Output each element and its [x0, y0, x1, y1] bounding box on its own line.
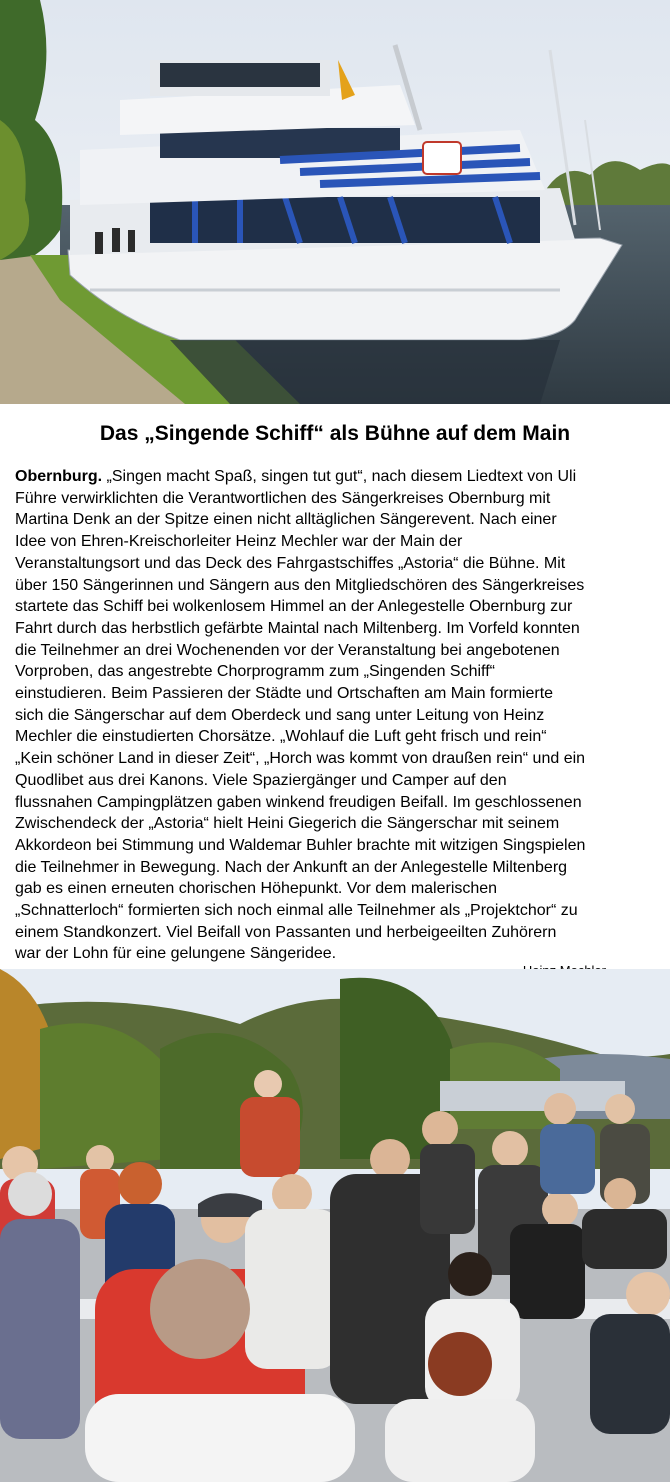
article-line: Zwischendeck der „Astoria“ hielt Heini Giegerich die Sängerschar mit seinem	[15, 815, 560, 833]
article-line: Vorproben, das angestrebte Chorprogramm zum „Singenden Schiff“	[15, 663, 495, 681]
article-line: gab es einen erneuten chorischen Höhepunkt. Vor dem malerischen	[15, 880, 498, 898]
article-line: sich die Sängerschar auf dem Oberdeck und sang unter Leitung von Heinz	[15, 706, 545, 724]
article-line: startete das Schiff bei wolkenlosem Himmel an der Anlegestelle Obernburg zur	[15, 598, 573, 616]
article-line: „Singen macht Spaß, singen tut gut“, nach diesem Liedtext von Uli	[102, 468, 577, 485]
article-line: die Teilnehmer an drei Wochenenden vor der Veranstaltung bei angebotenen	[15, 641, 560, 659]
article-line: Akkordeon bei Stimmung und Waldemar Buhler brachte mit witzigen Singspielen	[15, 836, 586, 854]
article-line: über 150 Sängerinnen und Sängern aus den Mitgliedschören des Sängerkreises	[15, 576, 585, 594]
article-line: einstudieren. Beim Passieren der Städte und Ortschaften am Main formierte	[15, 685, 554, 703]
ship-photo	[0, 0, 670, 404]
choir-photo	[0, 969, 670, 1482]
article-line: „Schnatterloch“ formierten sich noch einmal alle Teilnehmer als „Projektchor“ zu	[15, 902, 578, 920]
article-line: die Teilnehmer in Bewegung. Nach der Ankunft an der Anlegestelle Miltenberg	[15, 858, 568, 876]
article-line: Fahrt durch das herbstlich gefärbte Maintal nach Miltenberg. Im Vorfeld konnten	[15, 619, 580, 637]
article-line: Quodlibet aus drei Kanons. Viele Spaziergänger und Camper auf den	[15, 771, 507, 789]
article-body	[15, 466, 660, 965]
article-line: Führe verwirklichten die Verantwortlichen des Sängerkreises Obernburg mit	[15, 489, 551, 507]
article-line: einem Standkonzert. Viel Beifall von Passanten und herbeigeeilten Zuhörern	[15, 923, 557, 941]
article-line: Idee von Ehren-Kreischorleiter Heinz Mechler war der Main der	[15, 533, 463, 551]
article-line: Veranstaltungsort und das Deck des Fahrgastschiffes „Astoria“ die Bühne. Mit	[15, 554, 566, 572]
article-line: Martina Denk an der Spitze einen nicht alltäglichen Sängerevent. Nach einer	[15, 511, 557, 529]
article-line: „Kein schöner Land in dieser Zeit“, „Horch was kommt von draußen rein“ und ein	[15, 750, 586, 768]
article-line: flussnahen Campingplätzen gaben winkend freudigen Beifall. Im geschlossenen	[15, 793, 582, 811]
article-line: war der Lohn für eine gelungene Sängeridee.	[15, 945, 337, 963]
article-lead: Obernburg.	[15, 468, 103, 485]
article-headline: Das „Singende Schiff“ als Bühne auf dem Main	[99, 422, 571, 445]
article-line: Mechler die einstudierten Chorsätze. „Wohlauf die Luft geht frisch und rein“	[15, 728, 547, 746]
